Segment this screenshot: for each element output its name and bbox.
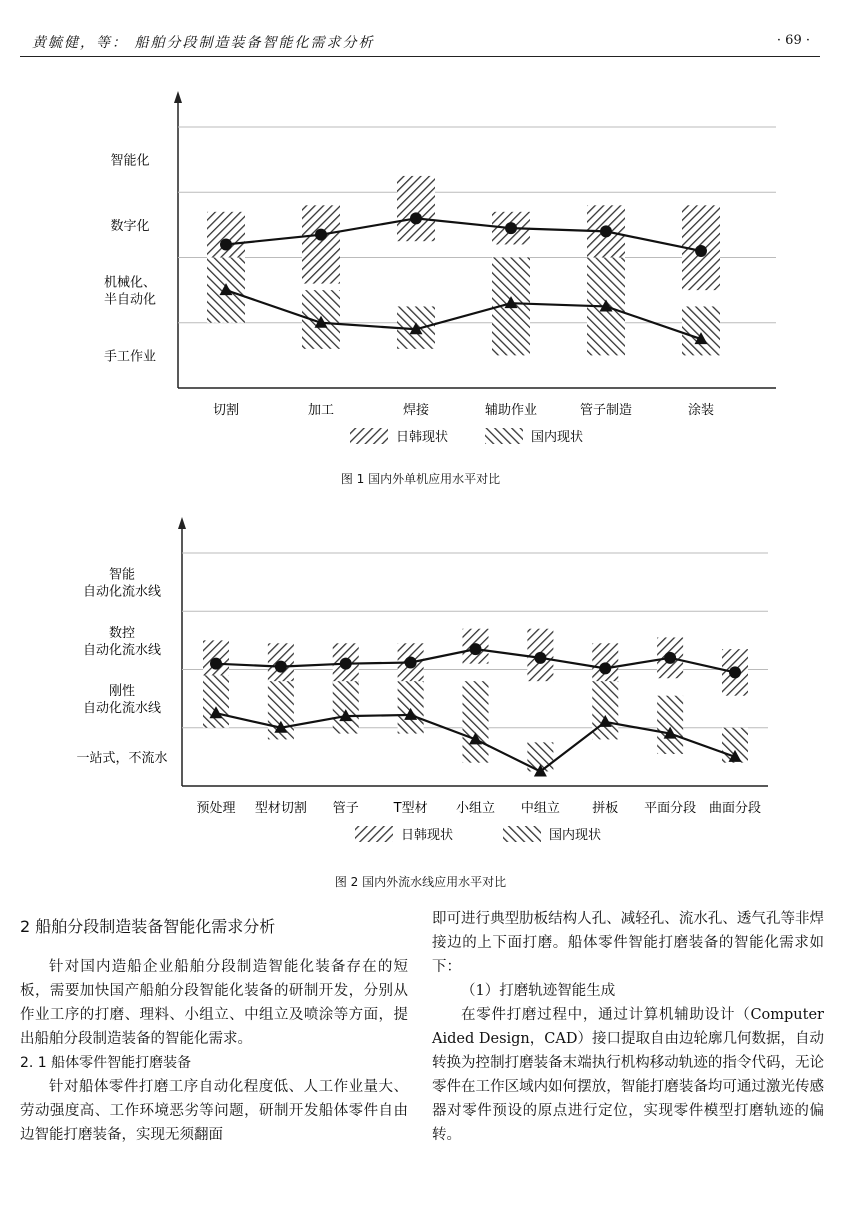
x-tick-label: T型材 — [393, 801, 428, 816]
legend-label: 国内现状 — [531, 430, 584, 445]
range-bar — [657, 696, 683, 754]
x-tick-label: 中组立 — [520, 801, 560, 816]
x-tick-label: 涂装 — [687, 403, 715, 418]
paragraph: 针对船体零件打磨工序自动化程度低、人工作业量大、劳动强度高、工作环境恶劣等问题，研制开发船体零件自由边智能打磨装备，实现无须翻面 — [20, 1079, 408, 1143]
range-bar — [592, 681, 618, 739]
data-point — [599, 662, 611, 674]
y-axis-arrow — [174, 91, 182, 103]
x-tick-label: 预处理 — [196, 801, 236, 816]
range-bar — [398, 681, 424, 733]
data-point — [315, 229, 327, 241]
paragraph: 在零件打磨过程中，通过计算机辅助设计（Computer Aided Design，CAD）接口提取自由边轮廓几何数据，自动转换为控制打磨装备末端执行机构移动轨迹的指令代码，无论零件在工作区域内如何摆放，智能打磨装备均可通过激光传感器对零件预设的原点进行定位，实现零件模型打磨轨迹的偏转。 — [432, 1007, 824, 1143]
paragraph: 即可进行典型肋板结构人孔、减轻孔、流水孔、透气孔等非焊接边的上下面打磨。船体零件智能打磨装备的智能化需求如下： — [432, 911, 824, 975]
range-bar — [203, 675, 229, 727]
page-header — [20, 28, 820, 57]
data-point — [729, 666, 741, 678]
range-bar — [682, 306, 720, 355]
x-tick-label: 管子制造 — [579, 403, 633, 418]
figure-2-chart — [0, 505, 841, 875]
y-level-label: 机械化、 — [103, 275, 157, 291]
subsection-heading: 2. 1 船体零件智能打磨装备 — [20, 1055, 192, 1071]
x-tick-label: 曲面分段 — [708, 801, 762, 816]
data-point — [220, 238, 232, 250]
y-level-label: 智能 — [108, 567, 136, 583]
x-tick-label: 焊接 — [402, 403, 430, 418]
y-level-label: 智能化 — [110, 153, 150, 169]
legend-swatch — [355, 826, 393, 842]
x-tick-label: 小组立 — [455, 801, 496, 816]
y-axis-arrow — [178, 517, 186, 529]
x-tick-label: 切割 — [212, 403, 240, 418]
x-tick-label: 辅助作业 — [484, 403, 538, 418]
page-number: · 69 · — [776, 33, 810, 48]
series-line — [226, 218, 701, 251]
y-level-label: 自动化流水线 — [82, 584, 162, 600]
data-point — [410, 212, 422, 224]
y-level-label: 数控 — [108, 625, 136, 641]
figure-1-caption: 图 1 国内外单机应用水平对比 — [340, 472, 501, 486]
data-point — [405, 657, 417, 669]
data-point — [534, 652, 546, 664]
data-point — [695, 245, 707, 257]
y-level-label: 自动化流水线 — [82, 701, 162, 717]
figure-2-caption: 图 2 国内外流水线应用水平对比 — [334, 875, 507, 889]
y-level-label: 一站式，不流水 — [76, 750, 168, 766]
legend-label: 日韩现状 — [401, 828, 454, 843]
y-level-label: 刚性 — [108, 684, 136, 700]
data-point — [340, 658, 352, 670]
y-level-label: 半自动化 — [103, 292, 157, 308]
range-bar — [333, 681, 359, 733]
legend-swatch — [485, 428, 523, 444]
series-line — [226, 290, 701, 339]
data-point — [470, 643, 482, 655]
range-bar — [397, 176, 435, 241]
running-title: 黄毓健，等： 船舶分段制造装备智能化需求分析 — [32, 35, 375, 51]
range-bar — [463, 681, 489, 763]
data-point — [664, 652, 676, 664]
y-level-label: 数字化 — [110, 218, 150, 234]
right-column — [432, 907, 824, 1147]
paragraph: 针对国内造船企业船舶分段制造智能化装备存在的短板，需要加快国产船舶分段智能化装备的研制开发，分别从作业工序的打磨、理料、小组立、中组立及喷涂等方面，提出船舶分段制造装备的智能化需求。 — [20, 959, 408, 1047]
x-tick-label: 平面分段 — [644, 801, 697, 816]
y-level-label: 手工作业 — [103, 349, 157, 365]
legend-swatch — [503, 826, 541, 842]
data-point — [600, 225, 612, 237]
legend-swatch — [350, 428, 388, 444]
x-tick-label: 加工 — [307, 403, 335, 418]
y-level-label: 自动化流水线 — [82, 642, 162, 658]
left-column — [20, 915, 408, 1147]
legend-label: 国内现状 — [549, 828, 602, 843]
range-bar — [302, 205, 340, 283]
list-item: （1）打磨轨迹智能生成 — [461, 983, 616, 999]
data-point — [505, 222, 517, 234]
data-point — [275, 661, 287, 673]
legend-label: 日韩现状 — [396, 430, 449, 445]
section-heading: 2 船舶分段制造装备智能化需求分析 — [20, 917, 276, 936]
x-tick-label: 管子 — [332, 801, 359, 816]
x-tick-label: 拼板 — [592, 801, 619, 816]
data-point — [210, 658, 222, 670]
x-tick-label: 型材切割 — [254, 801, 307, 816]
